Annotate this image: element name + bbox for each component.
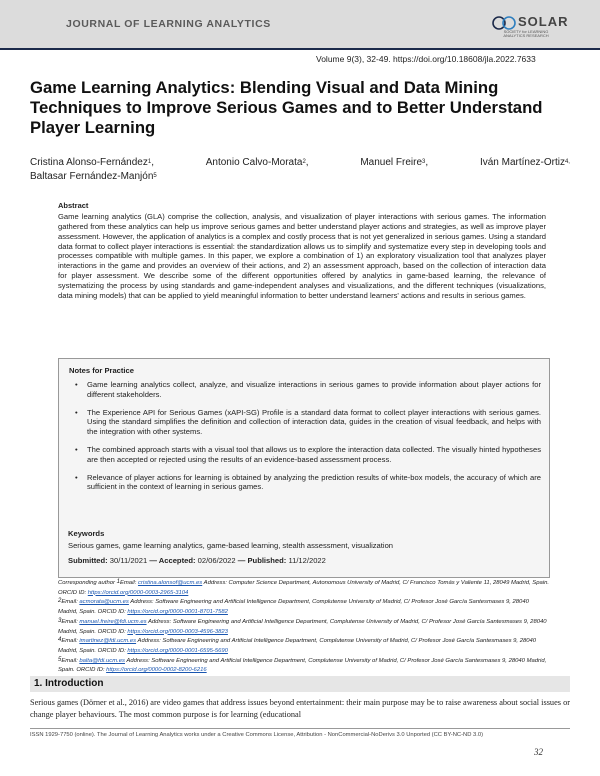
orcid-link[interactable]: https://orcid.org/0000-0003-4596-3823 bbox=[127, 628, 228, 635]
page-number: 32 bbox=[534, 747, 543, 757]
solar-logo bbox=[490, 14, 569, 46]
author: Cristina Alonso-Fernández$^1$, bbox=[30, 157, 154, 168]
correspondence-entry: $^4$Email: imartinez@fdi.ucm.es Address: Software Engineering and Artificial Intelligence Department, Complutense University of Madrid, C/ Profesor José García Santesmases 9, 28040 Madrid, Spain. ORCID ID: https://orcid.org/0000-0001-6595-5690 bbox=[58, 637, 537, 654]
orcid-link[interactable]: https://orcid.org/0000-0001-8701-7582 bbox=[127, 609, 228, 616]
keywords-heading: Keywords bbox=[68, 529, 105, 538]
email-link[interactable]: imartinez@fdi.ucm.es bbox=[79, 638, 137, 645]
correspondence-block bbox=[58, 579, 550, 676]
bullet-icon: • bbox=[75, 380, 78, 389]
email-link[interactable]: acmorata@ucm.es bbox=[79, 599, 129, 606]
section-heading: 1. Introduction bbox=[34, 678, 104, 689]
volume-doi-line: Volume 9(3), 32-49. https://doi.org/10.18608/jla.2022.7633 bbox=[316, 54, 536, 64]
list-item: • The combined approach starts with a visual tool that allows us to explore the interaction data collected. The visually hinted hypotheses are then accepted or rejected using the results of an evidence-based assessment process. bbox=[75, 444, 541, 464]
author: Manuel Freire$^3$, bbox=[360, 157, 429, 168]
intro-paragraph: Serious games (Dörner et al., 2016) are video games that address issues beyond entertainment: their main purpose may be to raise awareness about social issues or change player behaviours. The most common purpose is for learning (educational bbox=[30, 698, 570, 719]
bullet-icon: • bbox=[75, 407, 78, 417]
list-item: • Game learning analytics collect, analyze, and visualize interactions in serious games to provide information about player actions for different stakeholders. bbox=[75, 380, 541, 399]
email-link[interactable]: cristina.alonsof@ucm.es bbox=[137, 580, 203, 586]
logo-wordmark: SOLAR bbox=[518, 14, 569, 29]
orcid-link[interactable]: https://orcid.org/0000-0002-8200-6216 bbox=[106, 667, 207, 674]
bullet-icon: • bbox=[75, 444, 78, 454]
correspondence-entry: Corresponding author $^1$Email: cristina.alonsof@ucm.es Address: Computer Science Department, Autonomous University of Madrid, C/ Francisco Tomás y Valiente 11, 28049 Madrid, Spain. ORCID ID: https://orcid.org/0000-0003-2965-3104 bbox=[58, 579, 549, 596]
orcid-link[interactable]: https://orcid.org/0000-0001-6595-5690 bbox=[127, 647, 228, 654]
header-rule bbox=[0, 48, 600, 50]
notes-heading: Notes for Practice bbox=[69, 366, 134, 375]
author: Baltasar Fernández-Manjón$^5$ bbox=[30, 171, 157, 182]
keywords-text: Serious games, game learning analytics, game-based learning, stealth assessment, visualization bbox=[68, 541, 394, 550]
list-item: • Relevance of player actions for learning is obtained by analyzing the prediction results of white-box models, the accuracy of which are sufficient in the context of learning in serious games. bbox=[75, 472, 541, 492]
email-link[interactable]: manuel.freire@fdi.ucm.es bbox=[79, 618, 147, 625]
correspondence-entry: $^3$Email: manuel.freire@fdi.ucm.es Address: Software Engineering and Artificial Intelligence Department, Complutense University of Madrid, C/ Profesor José García Santesmases 9, 28040 Madrid, Spain. ORCID ID: https://orcid.org/0000-0003-4596-3823 bbox=[58, 617, 547, 635]
journal-name: JOURNAL OF LEARNING ANALYTICS bbox=[66, 18, 271, 30]
abstract-text: Game learning analytics (GLA) comprise the collection, analysis, and visualization of player interactions with serious games. The information gathered from these analytics can help us improve serious games and better understand player actions and strategies, as well as improve player assessment. However, the application of analytics is a complex and costly process that is not yet generalized in serious games. Using a standard data format to collect player interactions is essential: the standardization allows us to simplify and systematize every step in developing tools and processes compatible with multiple games. In this paper, we explore a combination of 1) an exploratory visualization tool that analyzes player interactions in the game and provides an overview of their actions, and 2) an assessment approach, based on the collection of interaction data for player assessment. We describe some of the different opportunities offered by analytics in game-based learning, the relevance of systematizing the process by using standards and game-independent analyses and visualizations, and the different techniques (visualizations, data mining models) that can be applied to yield meaningful information to better understand learners' actions and results in serious games. bbox=[58, 212, 546, 300]
section-heading-bar bbox=[30, 676, 570, 692]
orcid-link[interactable]: https://orcid.org/0000-0003-2965-3104 bbox=[87, 589, 189, 596]
correspondence-entry: $^5$Email: balta@fdi.ucm.es Address: Software Engineering and Artificial Intelligence Department, Complutense University of Madrid, C/ Profesor José García Santesmases 9, 28040 Madrid, Spain. ORCID ID: https://orcid.org/0000-0002-8200-6216 bbox=[58, 656, 547, 674]
author: Iván Martínez-Ortiz$^{4,}$ bbox=[479, 157, 570, 168]
article-title: Game Learning Analytics: Blending Visual and Data Mining Techniques to Improve Serious Games and to Better Understand Player Learning bbox=[30, 78, 543, 137]
license-footer: ISSN 1929-7750 (online). The Journal of Learning Analytics works under a Creative Commons License, Attribution - NonCommercial-NoDerivs 3.0 Unported (CC BY-NC-ND 3.0) bbox=[30, 728, 570, 739]
abstract-heading: Abstract bbox=[58, 201, 89, 210]
author-list bbox=[30, 156, 570, 184]
list-item: • The Experience API for Serious Games (xAPI-SG) Profile is a standard data format to collect player interactions with serious games. Using the standard simplifies the definition and collection of interaction data, guides in the creation of visual feedback, and helps with the integration with other systems. bbox=[75, 407, 541, 437]
author: Antonio Calvo-Morata$^2$, bbox=[205, 157, 309, 168]
notes-list bbox=[69, 380, 541, 500]
bullet-icon: • bbox=[75, 472, 78, 482]
email-link[interactable]: balta@fdi.ucm.es bbox=[79, 657, 125, 664]
logo-subtitle: SOCIETY for LEARNING ANALYTICS RESEARCH bbox=[503, 29, 549, 38]
submission-dates: Submitted: 30/11/2021 — Accepted: 02/06/2022 — Published: 11/12/2022 bbox=[68, 556, 326, 565]
correspondence-entry: $^2$Email: acmorata@ucm.es Address: Software Engineering and Artificial Intelligence Department, Complutense University of Madrid, C/ Profesor José García Santesmases 9, 28040 Madrid, Spain. ORCID ID: https://orcid.org/0000-0001-8701-7582 bbox=[58, 598, 529, 616]
